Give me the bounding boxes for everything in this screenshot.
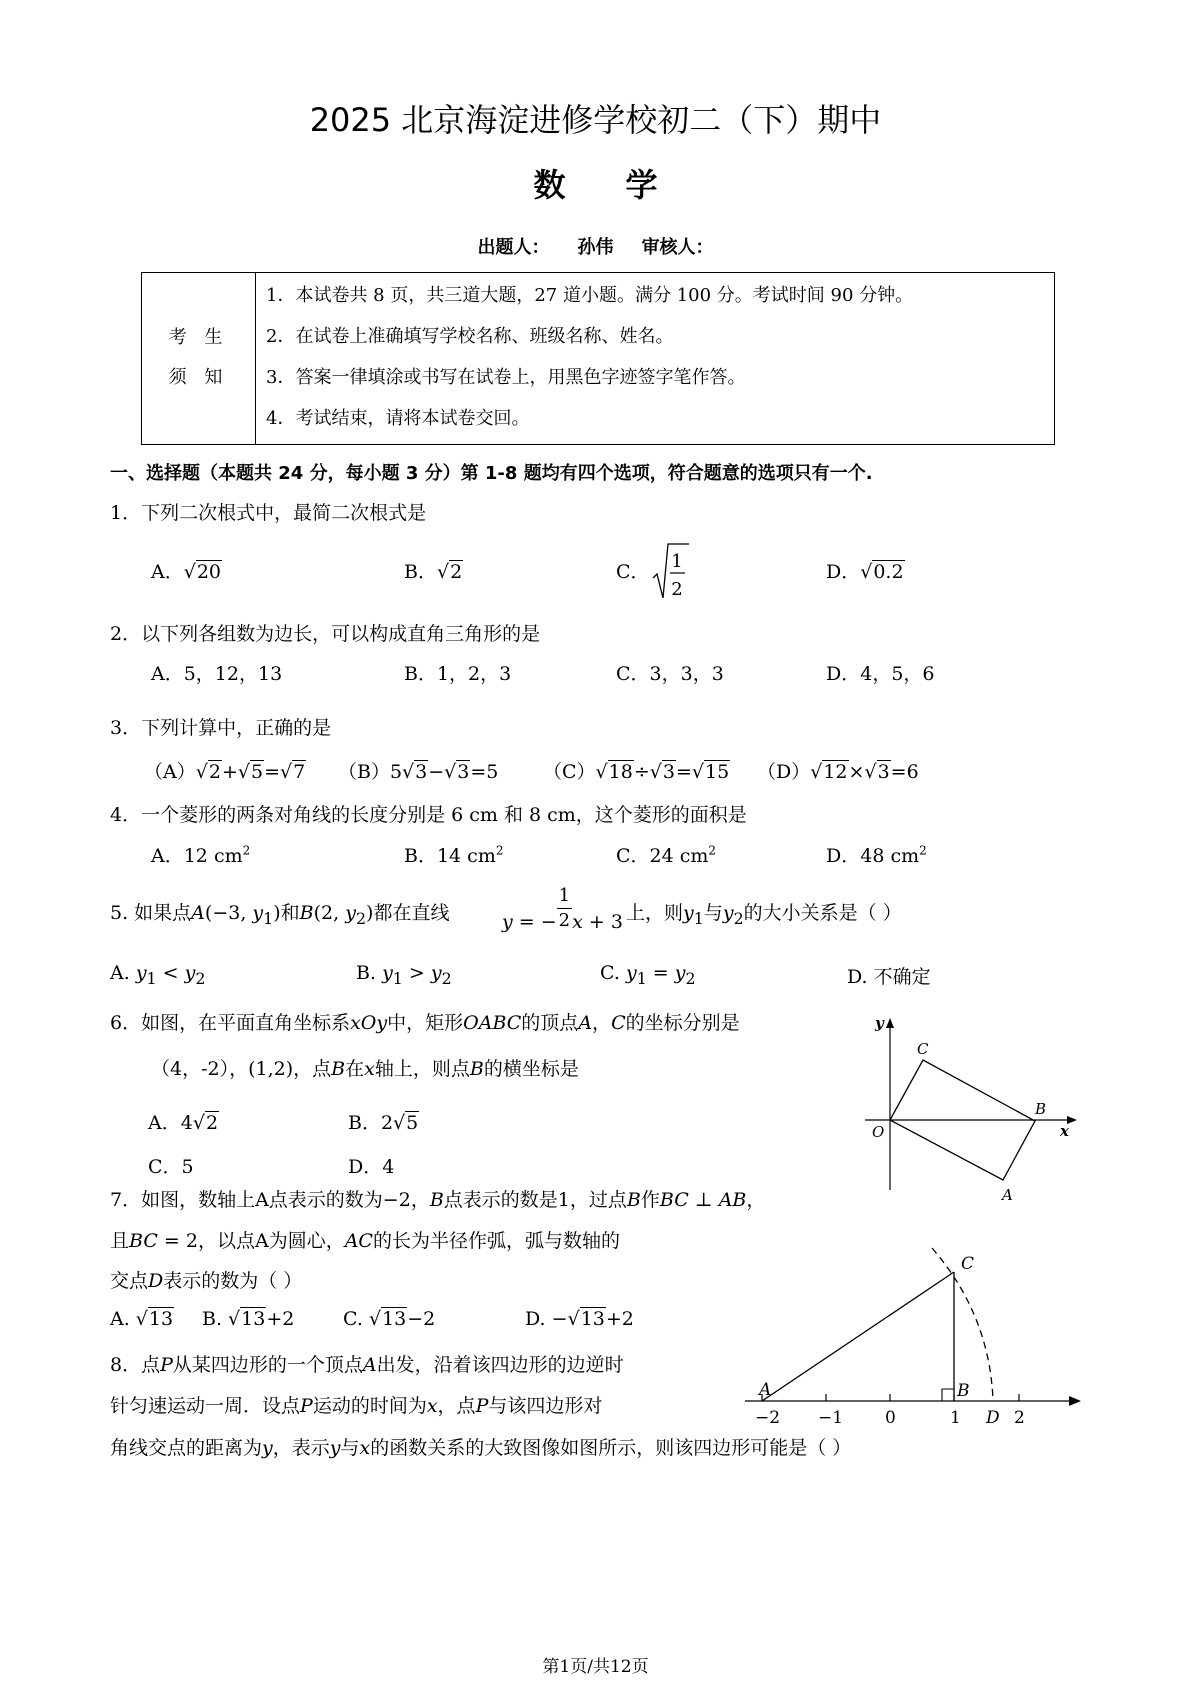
q7-number-line-figure [735,1240,1085,1430]
q3-option-b: （B）5√3−√3=5 [338,761,499,783]
q6-option-a: A．4√2 [148,1112,219,1134]
q7-option-c: C. √13−2 [343,1308,436,1330]
q6-y-arrow [886,1018,894,1028]
q7-tick-label: 2 [1014,1408,1025,1428]
q7-label-c: C [961,1254,975,1274]
q2-option-c: C．3，3，3 [616,663,724,685]
q3-option-c: （C）√18÷√3=√15 [543,761,730,783]
section-heading: 一、选择题（本题共 24 分，每小题 3 分）第 1-8 题均有四个选项，符合题意的选项只有一个. [110,463,873,484]
q4-option-d: D．48 $cm^2$ [826,843,927,867]
q7-label-b: B [957,1381,970,1401]
q1-a-radicand: 20 [196,561,222,583]
q6-line1: 6．如图，在平面直角坐标系xOy中，矩形OABC的顶点A，C的坐标分别是 [110,1012,740,1034]
q7-tick-label: 0 [885,1408,896,1428]
q2-option-d: D．4，5，6 [826,663,935,685]
notice-box [141,272,1055,445]
q6-option-c: C．5 [148,1156,194,1178]
q4-option-c: C．24 $cm^2$ [616,843,717,867]
notice-label-cell [142,273,256,444]
q1-b-radicand: 2 [450,561,463,583]
q1-stem: 1．下列二次根式中，最简二次根式是 [110,502,427,524]
q5-option-d: D. 不确定 [847,966,931,988]
q7-segment-ac [762,1272,954,1401]
q7-label-d: D [986,1408,1000,1428]
q7-right-angle [942,1389,954,1401]
q5-option-a: A. $y_1 < y_2$ [110,962,206,988]
q4-stem: 4．一个菱形的两条对角线的长度分别是 6 cm 和 8 cm，这个菱形的面积是 [110,804,747,826]
q7-option-b: B. √13+2 [202,1308,295,1330]
q7-option-d: D. −√13+2 [525,1308,634,1330]
q2-option-b: B．1，2，3 [404,663,512,685]
q7-option-a: A. √13 [110,1308,174,1330]
notice-item: 2．在试卷上准确填写学校名称、班级名称、姓名。 [266,326,674,347]
q3-option-d: （D）√12×√3=6 [757,761,919,783]
q1-option-c: C． [616,561,650,583]
q1-option-b: B．√2 [404,561,463,583]
q7-tick-label: 1 [950,1408,961,1428]
q6-label-y: y [875,1014,884,1032]
subject-title: 数学 [533,166,718,204]
q5-option-b: B. $y_1 > y_2$ [356,962,452,988]
q6-label-a: A [1002,1186,1013,1200]
q5-stem: 5. 如果点A(−3, $y_1$)和B(2, $y_2$)都在直线 [110,902,450,928]
q7-line1: 7．如图，数轴上A点表示的数为−2，B点表示的数是1，过点B作BC ⊥ AB， [110,1189,766,1211]
q1-option-a: A．√20 [151,561,222,583]
q2-stem: 2．以下列各组数为边长，可以构成直角三角形的是 [110,623,541,645]
notice-item: 4．考试结束，请将本试卷交回。 [266,408,530,429]
q1-c-numerator: 1 [671,551,683,572]
q6-line2: （4，-2），(1,2)，点B在x轴上，则点B的横坐标是 [151,1058,579,1080]
q4-option-b: B．14 $cm^2$ [404,843,504,867]
reviewer-label: 审核人： [641,237,714,258]
notice-label-line1: 考 生 [168,327,229,348]
q7-tick-label: −1 [818,1408,844,1428]
q7-label-a: A [759,1380,772,1400]
q1-d-radicand: 0.2 [873,561,904,583]
q1-c-sqrt-fraction [651,540,691,602]
author-line [0,233,1191,259]
q7-number-line-arrow [1069,1396,1081,1406]
author-label: 出题人： [477,237,550,258]
page-title: 2025 北京海淀进修学校初二（下）期中 [309,101,882,139]
q6-label-o: O [872,1123,885,1141]
q6-label-x: x [1060,1122,1069,1140]
notice-item: 3．答案一律填涂或书写在试卷上，用黑色字迹签字笔作答。 [266,367,746,388]
notice-item: 1．本试卷共 8 页，共三道大题，27 道小题。满分 100 分。考试时间 90 分钟。 [266,285,914,306]
author-name: 孙伟 [577,237,614,258]
q3-option-a: （A）√2+√5=√7 [144,761,306,783]
q5-stem-tail: 上，则$y_1$与$y_2$的大小关系是（ ） [626,902,902,928]
q6-label-c: C [917,1040,929,1058]
q8-line2: 针匀速运动一周．设点P运动的时间为x，点P与该四边形对 [110,1395,603,1417]
q6-option-d: D．4 [348,1156,395,1178]
q4-option-a: A．12 $cm^2$ [151,843,251,867]
q2-option-a: A．5，12，13 [151,663,283,685]
q3-stem: 3．下列计算中，正确的是 [110,717,332,739]
q6-figure [855,1010,1085,1200]
q7-line2: 且BC = 2，以点A为圆心，AC的长为半径作弧，弧与数轴的 [110,1230,620,1252]
q6-option-b: B．2√5 [348,1112,419,1134]
q8-line1: 8．点P从某四边形的一个顶点A出发，沿着该四边形的边逆时 [110,1354,624,1376]
page-footer: 第1页/共12页 [542,1657,649,1677]
q6-label-b: B [1035,1100,1047,1118]
q1-c-denominator: 2 [671,579,683,600]
q5-option-c: C. $y_1 = y_2$ [600,962,696,988]
notice-label-line2: 须 知 [168,367,229,388]
q7-line3: 交点D表示的数为（ ） [110,1270,303,1292]
q8-line3: 角线交点的距离为y，表示y与x的函数关系的大致图像如图所示，则该四边形可能是（ ） [110,1437,852,1459]
q5-line-equation: y = − $\frac{1}{2}$ x + 3 [502,885,623,933]
q7-tick-label: −2 [755,1408,781,1428]
q1-option-d: D．√0.2 [826,561,904,583]
